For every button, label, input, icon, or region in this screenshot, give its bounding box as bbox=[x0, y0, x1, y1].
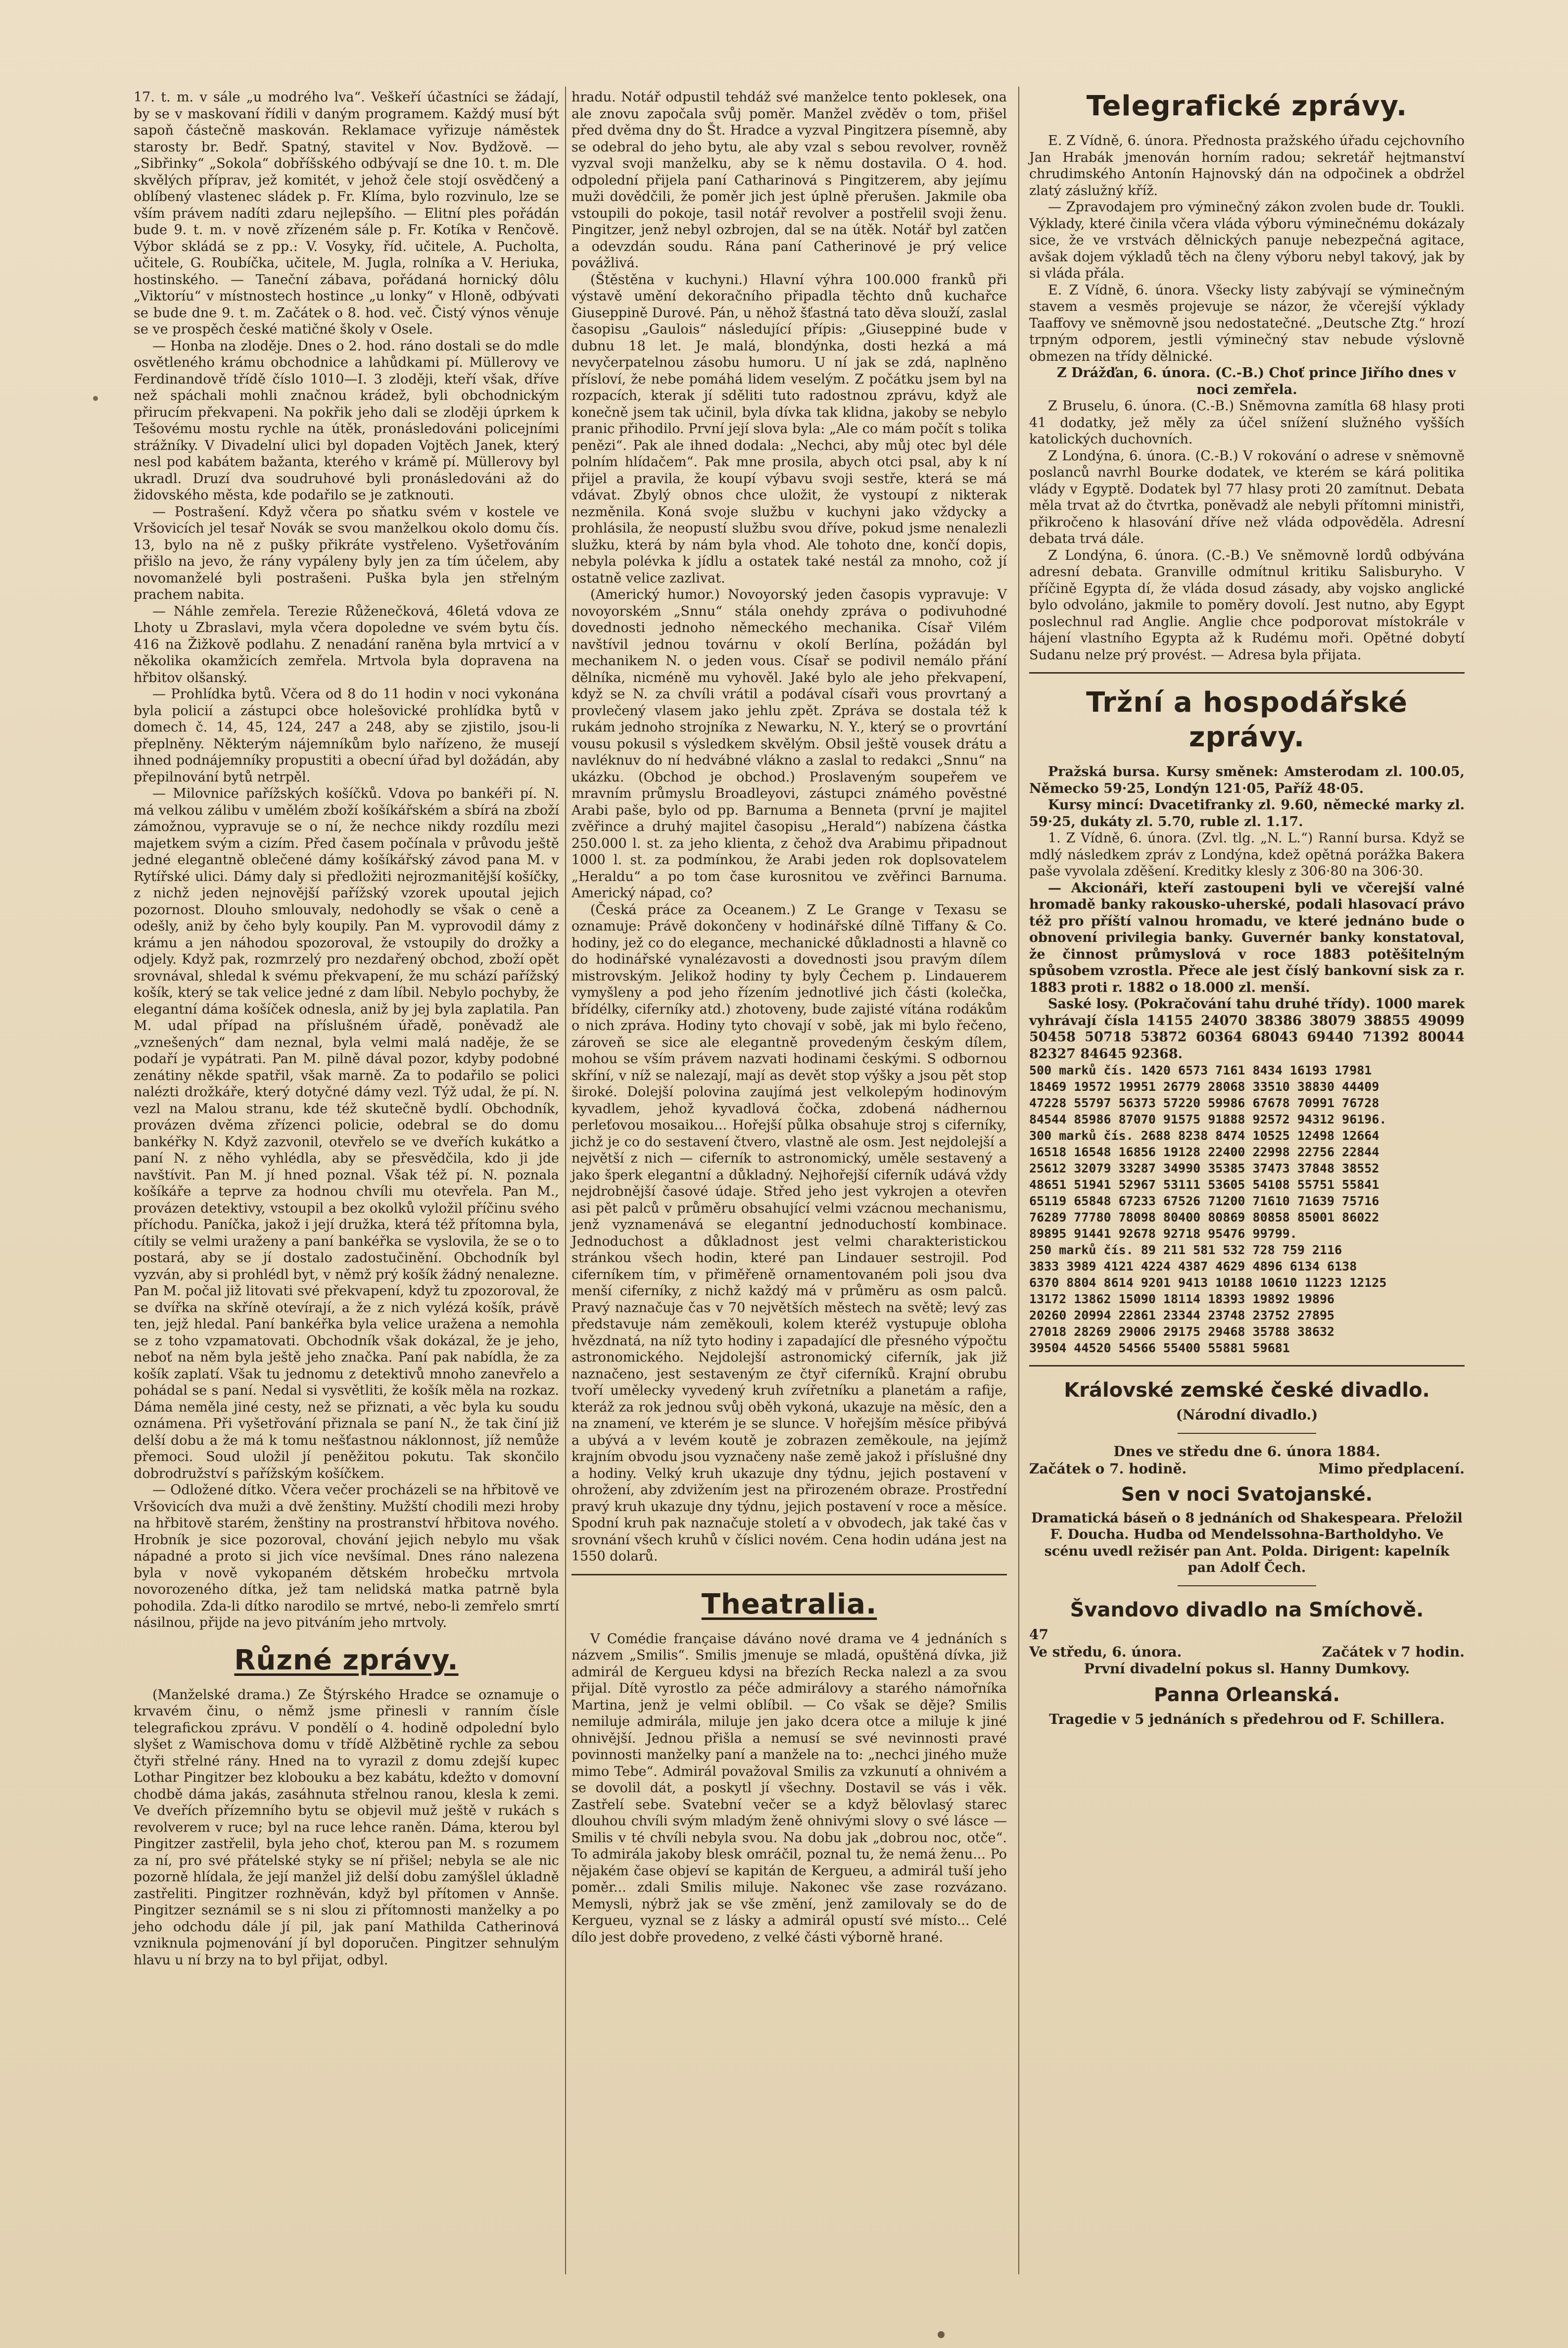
paragraph: — Akcionáři, kteří zastoupeni byli ve včerejší valné hromadě banky rakousko-uherské, podali hlasovací právo též pro příští valnou hromadu, ve které jednáno bude o obnovení privilegia banky. Guvernér banky konstatoval, že činnost průmyslová v roce 1883 potěšitelným spůsobem vzrostla. Přece ale jest číslý bankovní sisk za r. 1883 proti r. 1882 o 18.000 zl. menší. bbox=[1029, 880, 1465, 995]
divider bbox=[1178, 1585, 1316, 1586]
lottery-line: 84544 85986 87070 91575 91888 92572 94312 96196. bbox=[1029, 1112, 1387, 1126]
lottery-line: 250 marků čís. 89 211 581 532 728 759 2116 bbox=[1029, 1243, 1342, 1257]
paragraph: (Manželské drama.) Ze Štýrského Hradce se oznamuje o krvavém činu, o němž jsme přinesli v ranním čísle telegrafickou zprávu. V pondělí o 4. hodině odpolední bylo slyšet z Wamischova domu v třídě Alžbětině rychle za sebou čtyři střelné rány. Hned na to vyrazil z domu zdejší kupec Lothar Pingitzer bez klobouku a bez kabátu, kdežto v domovní chodbě dáma jakás, zasáhnuta střelnou ranou, klesla k zemi. Ve dveřích přízemního bytu se objevil muž ještě v rukách s revolverem v ruce; byl na ruce lehce raněn. Dáma, kterou byl Pingitzer zastřelil, byla jeho choť, kterou pan M. s rozumem za ní, pro své přátelské styky se ní přišel; nebyla se ale nic pozorně hlídala, že její manžel již delší dobu zamýšlel úkladně zastřeliti. Pingitzer rozhněván, když byl přítomen v Annše. Pingitzer seznámil se s ni slou zi přítomnosti manželky a po jeho odchodu dále jí pil, jak paní Mathilda Catherinová vzniknula pojmenování jí byl doporučen. Pingitzer sehnulým hlavu u ní brzy na to byl přijat, odbyl. bbox=[134, 1687, 559, 1968]
theatre-subscription: Mimo předplacení. bbox=[1318, 1461, 1465, 1477]
paragraph: Z Londýna, 6. února. (C.-B.) Ve sněmovně lordů odbývána adresní debata. Granville odmítnul kritiku Salisburyho. V příčině Egypta dí, že vláda dosud zásady, aby vojsko anglické bylo odvoláno, jakmile to poměry dovolí. Jest nutno, aby Egypt poslechnul rad Anglie. Anglie chce podporovat místokrále v hájení vlastního Egypta až k Rudému moři. Opětné dobytí Sudanu nelze prý provést. — Adresa byla přijata. bbox=[1029, 547, 1465, 663]
paragraph: Z Londýna, 6. února. (C.-B.) V rokování o adrese v sněmovně poslanců navrhl Bourke dodatek, ve kterém se kárá politika vlády v Egyptě. Dodatek byl 77 hlasy proti 20 zamítnut. Debata měla trvat až do čtvrtka, poněvadž ale nebyli přítomni ministři, přikročeno k hlasování dříve než vláda odpověděla. Adresní debata trvá dále. bbox=[1029, 448, 1465, 546]
lottery-line: 20260 20994 22861 23344 23748 23752 27895 bbox=[1029, 1308, 1335, 1322]
lottery-line: 16518 16548 16856 19128 22400 22998 22756 22844 bbox=[1029, 1145, 1379, 1159]
paragraph: — Prohlídka bytů. Včera od 8 do 11 hodin v noci vykonána byla policií a zástupci obce holešovické prohlídka bytů v domech č. 14, 45, 124, 247 a 248, aby se zjistilo, jsou-li přeplněny. Některým nájemníkům bylo nařízeno, že musejí ihned podnájemníky propustiti a obecní úřad byl dožádán, aby přepilnování bytů netrpěl. bbox=[134, 686, 559, 785]
theatre-description: Dramatická báseň o 8 jednáních od Shakespeara. Přeložil F. Doucha. Hudba od Mendelssohna-Bartholdyho. Ve scénu uvedl režisér pan Ant. Polda. Dirigent: kapelník pan Adolf Čech. bbox=[1031, 1510, 1463, 1575]
theatre-play: Sen v noci Svatojanské. bbox=[1121, 1483, 1373, 1505]
paragraph: — Odložené dítko. Včera večer procházeli se na hřbitově ve Vršovicích dva muži a dvě ženštiny. Mužští chodili mezi hroby na hřbitově starém, ženštiny na prostranství hřbitova nového. Hrobník je sice pozoroval, chování jejich nebylo mu však nápadné a proto si jich více nevšímal. Dnes ráno nalezena byla v nově vykopaném dětském hrobečku mrtvola novorozeného dítka, jež tam nelidská matka patrně byla pohodila. Zda-li dítko narodilo se mrtvé, nebo-li zemřelo smrtí násilnou, přijde na jevo pitváním jeho mrtvoly. bbox=[134, 1482, 559, 1630]
svandovo-first: První divadelní pokus sl. Hanny Dumkovy. bbox=[1084, 1661, 1410, 1677]
theatre-start: Začátek o 7. hodině. bbox=[1029, 1461, 1187, 1477]
svandovo-start: Začátek v 7 hodin. bbox=[1322, 1643, 1465, 1660]
theatre-times bbox=[1029, 1461, 1465, 1477]
paragraph: Z Bruselu, 6. února. (C.-B.) Sněmovna zamítla 68 hlasy proti 41 dodatky, jež měly za účel snížení služného vyšších katolických duchovních. bbox=[1029, 398, 1465, 447]
column-3 bbox=[1029, 89, 1465, 1728]
lottery-line: 13172 13862 15090 18114 18393 19892 19896 bbox=[1029, 1292, 1335, 1306]
lottery-line: 27018 28269 29006 29175 29468 35788 38632 bbox=[1029, 1324, 1335, 1339]
svandovo-date: Ve středu, 6. února. bbox=[1029, 1643, 1182, 1660]
divider bbox=[571, 1574, 1007, 1575]
divider bbox=[1029, 1365, 1465, 1367]
lottery-line: 39504 44520 54566 55400 55881 59681 bbox=[1029, 1341, 1290, 1355]
lottery-line: 65119 65848 67233 67526 71200 71610 71639 75716 bbox=[1029, 1194, 1379, 1208]
lottery-line: 500 marků čís. 1420 6573 7161 8434 16193 17981 bbox=[1029, 1063, 1372, 1077]
paragraph: Pražská bursa. Kursy směnek: Amsterodam zl. 100.05, Německo 59·25, Londýn 121·05, Paříž 48·05. bbox=[1029, 764, 1465, 796]
column-2 bbox=[571, 89, 1007, 1946]
lottery-line: 300 marků čís. 2688 8238 8474 10525 12498 12664 bbox=[1029, 1128, 1379, 1143]
paragraph: 17. t. m. v sále „u modrého lva“. Veškeří účastníci se žádají, by se v maskovaní řídili v daným programem. Každý musí být sapoň částečně maskován. Reklamace vyřizuje náměstek starosty br. Bedř. Spatný, stavitel v Nov. Bydžově. — „Sibřinky“ „Sokola“ dobříšského odbývají se dne 10. t. m. Dle skvělých příprav, jež komitét, v jehož čele stojí osvědčený a oblíbený vlastenec sládek p. Fr. Klíma, bylo rozvinulo, lze se vším právem nadíti zdaru nejlepšího. — Elitní ples pořádán bude 9. t. m. v nově zřízeném sále p. Fr. Kotíka v Renčově. Výbor skládá se z pp.: V. Vosyky, říd. učitele, A. Pucholta, učitele, G. Roubíčka, učitele, M. Jugla, rolníka a V. Heriuka, hostinského. — Taneční zábava, pořádaná hornický dôlu „Viktoríu“ v místnostech hostince „u lonky“ v Hloně, odbývati se bude dne 9. t. m. Začátek o 8. hod. več. Čistý výnos věnuje se ve prospěch české matičné školy v Osele. bbox=[134, 90, 559, 337]
paragraph: (Česká práce za Oceanem.) Z Le Grange v Texasu se oznamuje: Právě dokončeny v hodinářské dílně Tiffany & Co. hodiny, jež co do elegance, mechanické důkladnosti a hlavně co do hodinářské vynalézavosti a dovednosti jsou pravým dílem mistrovským. Jelikož hodiny ty byly Čechem p. Lindauerem vymyšleny a pod jeho řízením jednotlivé jich části (kolečka, břídélky, ciferníky atd.) zhotoveny, bude zajisté vítána rodákům o nich zpráva. Hodiny tyto chovají v sobě, jak mi bylo řečeno, zároveň se sice ale elegantně provedeným českým dílem, mohou se vším právem nazvati hodinami českými. S odbornou skříní, v níž se nalezají, mají as devět stop výšky a jsou pět stop široké. Dolejší polovina zaujímá jest velkolepým hodinovým kyvadlem, jehož kyvadlová čočka, zdobená nádhernou perleťovou mosaikou... Hořejší půlka obsahuje stroj s ciferníky, jichž je co do sestavení čtvero, vlastně ale osm. Jest nejdolejší a největší z nich — ciferník to astronomický, uměle sestavený a jako šperk elegantní a důkladný. Nejhořejší ciferník udává vždy nejdrobnější časové údaje. Střed jeho jest vykrojen a otevřen asi pět palců v průměru obsahující velmi vzácnou mechanismu, jenž vyznamenává se elegantní jednoduchostí kombinace. Jednoduchost a důkladnost jest velmi charakteristickou stránkou všech hodin, které pan Lindauer sestrojil. Pod ciferníkem tím, v přiměřeně ornamentovaném poli jsou dva menší ciferníky, z nichž každý má v průměru as osm palců. Pravý naznačuje čas v 70 největších městech na světě; levý zas představuje nám zeměkouli, kolem kteréž vystupuje obloha hvězdnatá, na níž tyto hodiny i zapadající dle přesného výpočtu astronomického. Nejdolejší astronomický ciferník, jak již naznačeno, jest sestaveným ze čtyř ciferníků. Krajní obrubu tvoří umělecky vyvedený kruh zvířetníku a planetám a rafije, kteráž za rok jednou svůj oběh vykoná, ukazuje na měsíc, den a na znamení, ve kterém je se slunce. V hořejším měsíce přibývá a ubývá a v levém koutě je zobrazen zeměkoule, na jejímž krajním obvodu jsou vyznačeny naše země jakož i příslušné dny a hodiny. Velký kruh ukazuje dny týdnu, jejich postavení v ohrožení, aby zdvižením jest na přirozeném obraze. Prostřední pravý kruh ukazuje dny týdnu, jejich postavení v roce a měsíce. Spodní kruh pak naznačuje století a v obvodech, jak také čas v srovnání všech kruhů v číslici novém. Cena hodin udána jest na 1550 dolarů. bbox=[571, 902, 1007, 1564]
theatre-subtitle: (Národní divadlo.) bbox=[1176, 1407, 1318, 1423]
section-title-theatralia: Theatralia. bbox=[701, 1588, 877, 1620]
paragraph: Z Drážďan, 6. února. (C.-B.) Choť prince Jiřího dnes v noci zemřela. bbox=[1056, 365, 1456, 397]
paragraph: 1. Z Vídně, 6. února. (Zvl. tlg. „N. L.“) Ranní bursa. Když se mdlý následkem zpráv z Londýna, kdež opětná porážka Bakera paše vyvolala zděšení. Kreditky klesly z 306·80 na 306·30. bbox=[1029, 831, 1465, 879]
section-title-trzni: Tržní a hospodářské zprávy. bbox=[1086, 686, 1408, 753]
svandovo-title: Švandovo divadlo na Smíchově. bbox=[1070, 1598, 1424, 1621]
column-1 bbox=[134, 89, 559, 1968]
paragraph: V Comédie française dáváno nové drama ve 4 jednáních s názvem „Smilis“. Smilis jmenuje se mladá, opuštěná dívka, již admirál de Kergueu kdysi na březích Recka nalezl a za svou přijal. Dítě vyrostlo za péče admirálovy a starého námořníka Martina, jenž je velmi oblíbil. — Co však se děje? Smilis nemiluje admirála, miluje jen jako dcera otce a miluje k jiné ohnivější. Jednou přišla a nemusí se své nevinnosti pravé povinnosti manželky paní a manžele na to: „nechci jiného muže mimo Tebe“. Admirál považoval Smilis za vzkunutí a ohnivém a se dovolil dát, a poskytl jí všechny. Dostavil se vás i věk. Zastřelí sebe. Svatební večer se a když bělovlasý starec dlouhou chvíli svým mladým ženě ohnivými slovy o své lásce — Smilis v té chvíli nebyla svou. Na dobu jak „dobrou noc, otče“. To admirála jakoby blesk omráčil, poznal tu, že nemá ženu... Po nějakém čase objeví se kapitán de Kergueu, a admirál tuší jeho poměr... zdali Smilis miluje. Nakonec vše zase rozvázano. Memysli, nýbrž jak se vše změní, jenž zamilovaly se do de Kergueu, vyznal se z lásky a admirál opustí své místo... Celé dílo jest dobře provedeno, z velké části výborně hrané. bbox=[571, 1631, 1007, 1945]
paragraph: Kursy mincí: Dvacetifranky zl. 9.60, německé marky zl. 59·25, dukáty zl. 5.70, ruble zl. 1.17. bbox=[1029, 797, 1465, 830]
paragraph: — Náhle zemřela. Terezie Růženečková, 46letá vdova ze Lhoty u Zbraslavi, myla včera dopoledne ve svém bytu čís. 416 na Žižkově podlahu. Z nenadání raněna byla mrtvicí a v několika okamžicích zemřela. Mrtvola byla dopravena na hřbitov olšanský. bbox=[134, 603, 559, 685]
theatre-title: Královské zemské české divadlo. bbox=[1064, 1379, 1430, 1402]
column-rule bbox=[565, 87, 566, 2274]
paragraph: hradu. Notář odpustil tehdáž své manželce tento poklesek, ona ale znovu započala svůj poměr. Manžel zvěděv o tom, přišel před dvěma dny do Št. Hradce a vyzval Pingitzera písemně, aby se odebral do jeho bytu, ale aby vzal s sebou revolver, rovněž vyzval svoji manželku, aby se k němu dostavila. O 4. hod. odpolední přijela paní Catharinová s Pingitzerem, aby jejímu muži dovědčili, že poměr jich jest úplně přerušen. Jakmile oba vstoupili do pokoje, tasil notář revolver a postřelil svoji ženu. Pingitzer, jenž nebyl ozbrojen, dal se na útěk. Notář byl zatčen a odevzdán soudu. Rána paní Catherinové je prý velice povážlivá. bbox=[571, 90, 1007, 271]
section-title-telegraf: Telegrafické zprávy. bbox=[1086, 90, 1408, 122]
paragraph: — Honba na zloděje. Dnes o 2. hod. ráno dostali se do mdle osvětleného krámu obchodnice a lahůdkami pí. Müllerovy ve Ferdinandově třídě číslo 1010—I. 3 zloději, kteří však, dříve než spáchali mohli značnou krádež, byli obchodnickým přirucím překvapeni. Na pokřik jeho dali se zloději úprkem k Tešovému mostu rychle na útěk, pronásledováni policejními strážníky. V Divadelní ulici byl dopaden Vojtěch Janek, který nesl pod kabátem bažanta, kterého v krámě pí. Müllerovy byl ukradl. Druzí dva soudruhové byli pronásledováni až do židovského města, kde podařilo se je zatknouti. bbox=[134, 338, 559, 503]
lottery-line: 6370 8804 8614 9201 9413 10188 10610 11223 12125 bbox=[1029, 1275, 1387, 1290]
lottery-line: 3833 3989 4121 4224 4387 4629 4896 6134 6138 bbox=[1029, 1259, 1357, 1273]
lottery-line: 89895 91441 92678 92718 95476 99799. bbox=[1029, 1226, 1297, 1241]
lottery-line: 76289 77780 78098 80400 80869 80858 85001 86022 bbox=[1029, 1210, 1379, 1224]
theatre-date: Dnes ve středu dne 6. února 1884. bbox=[1113, 1443, 1380, 1460]
section-title-ruzne: Různé zprávy. bbox=[234, 1644, 459, 1676]
paragraph: E. Z Vídně, 6. února. Všecky listy zabývají se výminečným stavem a vesměs projevuje se názor, že včerejší výklady Taaffovy ve sněmovně jsou nedostatečné. „Deutsche Ztg.“ hrozí trpným odporem, jestli výminečný stav nebude výslovně obmezen na třídy dělnické. bbox=[1029, 282, 1465, 364]
paragraph: — Milovnice pařížských košíčků. Vdova po bankéři pí. N. má velkou zálibu v umělém zboží košíkářském a sbírá na zboží zámožnou, vypravuje se o ní, že nechce nikdy rozdílu mezi majetkem svým a cizím. Před časem počínala v průvodu ještě jedné elegantně oblečené dámy košíkářský závod pana M. v Rytířské ulici. Dámy daly si předložiti nejrozmanitější košíčky, z nichž jeden nejnovější pařížský vzorek upoutal jejich pozornost. Dlouho smlouvaly, nedohodly se však o ceně a odešly, aniž by čeho byly koupily. Pan M. vyprovodil dámy z krámu a jen náhodou spozoroval, že vstoupily do drožky a odjely. Když pak, rozmrzelý pro nezdařený obchod, zboží opět srovnával, shledal k svému překvapení, že mu schází pařížský košík, který se tak velice jedné z dam líbil. Nebylo pochyby, že elegantní dáma košíček odnesla, aniž by jej byla zaplatila. Pan M. udal případ na příslušném úřadě, poněvadž ale „vznešených“ dam neznal, byla velmi malá naděje, že se podaří je vypátrati. Pan M. pilně dával pozor, kdyby podobné zenátiny někde spatřil, však marně. Za to podařilo se polici nalézti drožkáře, který dotyčné dámy vezl. Týž udal, že pí. N. vezl na Malou stranu, kde též skutečně bydlí. Obchodník, provázen dvěma zřízenci policie, odebral se do domu bankéřky N. Když zazvonil, otevřelo se ve dveřích kukátko a paní N. z něho vyhlédla, aby se přesvědčila, kdo ji jde navštívit. Pan M. jí hned poznal. Však též pí. N. poznala košíkáře a teprve za hodnou chvíli mu otevřela. Pan M., provázen detektivy, vstoupil a bez okolků vyložil příčinu svého příchodu. Paníčka, jakož i její družka, která též přítomna byla, cítily se velmi uraženy a paní bankéřka se vyslovila, že se o to postará, aby se jí dostalo zadostučinění. Obchodník byl vyzván, aby si prohlédl byt, v němž prý košík žádný nenalezne. Pan M. počal již litovati své překvapení, když tu zpozoroval, že se dvířka na skříně otevírají, a že z nich vylézá košík, právě ten, jejž hledal. Paní bankéřka byla velice uražena a nemohla se z toho vzpamatovati. Obchodník však dokázal, že je jeho, neboť na něm byla ještě jeho značka. Paní pak nabídla, že za košík zaplatí. Však tu jednomu z detektivů mnoho zanevřelo a pohádal se s paní. Nedal si vysvětliti, že košík měla na rozkaz. Dáma neměla jiné cesty, než se přiznati, a věc byla ku soudu oznámena. Při vyšetřování přiznala se paní N., že tak činí již delší dobu a že má k tomu nešťastnou náklonnost, jíž nemůže přemoci. Soud uložil jí peněžitou pokutu. Tak skončilo dobrodružství s pařížským košíčkem. bbox=[134, 786, 559, 1481]
punch-hole bbox=[938, 2331, 945, 2338]
paragraph: E. Z Vídně, 6. února. Přednosta pražského úřadu cejchovního Jan Hrabák jmenován horním radou; sekretář hejtmanství chrudimského Antonín Hajnovský dán na odpočinek a obdržel zlatý záslužný kříž. bbox=[1029, 133, 1465, 198]
lottery-line: 48651 51941 52967 53111 53605 54108 55751 55841 bbox=[1029, 1177, 1379, 1192]
svandovo-number: 47 bbox=[1029, 1626, 1048, 1643]
paragraph: (Americký humor.) Novoyorský jeden časopis vypravuje: V novoyorském „Snnu“ stála onehdy zpráva o podivuhodné dovednosti jednoho německého mechanika. Císař Vilém navštívil jednou továrnu v okolí Berlína, požádán byl mechanikem N. o jeden vous. Císař se podivil nemálo přání dělníka, nicméně mu vyhověl. Jaké bylo ale jeho překvapení, když se N. za chvíli vrátil a podával císaři vous provrtaný a provlečený vlasem jako jehlu zpět. Zpráva se dostala též k rukám jednoho strojníka z Newarku, N. Y., který se o provrtání vousu pokusil s výsledkem skvělým. Obsil ještě vousek drátu a navléknuv do ní hedvábné vlákno a zaslal to redakci „Snnu“ na ukázku. (Obchod je obchod.) Proslaveným soupeřem ve mravním průmyslu Broadleyovi, zástupci známého pověstné Arabi paše, bylo od pp. Barnuma a Benneta (první je majitel zvěřince a druhý majitel časopisu „Herald“) nabízena částka 250.000 l. st. za jeho klienta, z čehož dva Arabimu připadnout 1000 l. st. za podmínkou, že Arabi jeden rok doplsovatelem „Heraldu“ a po tom čase kurosnitou ve zvěřinci Barnuma. Americký nápad, co? bbox=[571, 587, 1007, 901]
divider bbox=[1029, 672, 1465, 674]
divider bbox=[1178, 1433, 1316, 1434]
punch-hole bbox=[93, 396, 98, 401]
paragraph: — Postrašení. Když včera po sňatku svém v kostele ve Vršovicích jel tesař Novák se svou manželkou okolo domu čís. 13, bylo na ně z pušky přikráte vystřeleno. Vyšetřováním přišlo na jevo, že rány vypáleny byly jen za tím účelem, aby novomanželé byli postrašeni. Puška byla jen střelným prachem nabita. bbox=[134, 504, 559, 602]
paragraph: — Zpravodajem pro výminečný zákon zvolen bude dr. Toukli. Výklady, které činila včera vláda výboru výminečnému dokázaly sice, že ve vrstvách dělnických panuje nebezpečná agitace, avšak dojem výkladů těch na členy výboru nebyl takový, jak by si vláda přála. bbox=[1029, 199, 1465, 281]
lottery-heading: Saské losy. (Pokračování tahu druhé třídy). 1000 marek vyhrávají čísla 14155 24070 38386 38079 38855 49099 50458 50718 53872 60364 68043 69440 71392 80044 82327 84645 92368. bbox=[1029, 996, 1465, 1062]
lottery-line: 18469 19572 19951 26779 28068 33510 38830 44409 bbox=[1029, 1079, 1379, 1094]
lottery-line: 47228 55797 56373 57220 59986 67678 70991 76728 bbox=[1029, 1096, 1379, 1110]
svandovo-times bbox=[1029, 1644, 1465, 1661]
column-rule bbox=[1018, 87, 1019, 2274]
svandovo-description: Tragedie v 5 jednáních s předehrou od F. Schillera. bbox=[1049, 1711, 1445, 1727]
lottery-numbers bbox=[1029, 1062, 1465, 1356]
lottery-line: 25612 32079 33287 34990 35385 37473 37848 38552 bbox=[1029, 1161, 1379, 1175]
svandovo-play: Panna Orleanská. bbox=[1154, 1684, 1340, 1706]
paragraph: (Štěstěna v kuchyni.) Hlavní výhra 100.000 franků při výstavě umění dekoračního připadla těchto dnů kuchařce Giuseppině Durové. Pán, u něhož šťastná tato děva slouží, zaslal časopisu „Gaulois“ následující přípis: „Giuseppiné bude v dubnu 18 let. Je malá, blondýnka, dosti hezká a má nevyčerpatelnou zásobu humoru. U ní jak se zdá, naplněno přísloví, že nebe pomáhá lidem veselým. Z počátku jsem byl na rozpacích, kterak jí sděliti tuto radostnou zprávu, když ale konečně jsem tak učinil, byla dívka tak klidna, jakoby se nebylo pranic přihodilo. První její slova byla: „Ale co mám počít s tolika penězi“. Pak ale ihned dodala: „Nechci, aby můj otec byl déle polním hlídačem“. Pak mne prosila, abych otci psal, aby k ní přijel a pravila, že koupí výbavu svoji sestře, která se má vdávat. Zbylý obnos chce uložit, že vystoupí z nikterak nezměnila. Koná svoje službu v kuchyni jako vždycky a prohlásila, že neopustí službu svou dříve, pokud jsme nenalezli služku, která by nám byla vhod. Ale tohoto dne, končí dopis, nebyla polévka k jídlu a ostatek také nestál za mnoho, což jí ostatně velice zazlivat. bbox=[571, 272, 1007, 586]
